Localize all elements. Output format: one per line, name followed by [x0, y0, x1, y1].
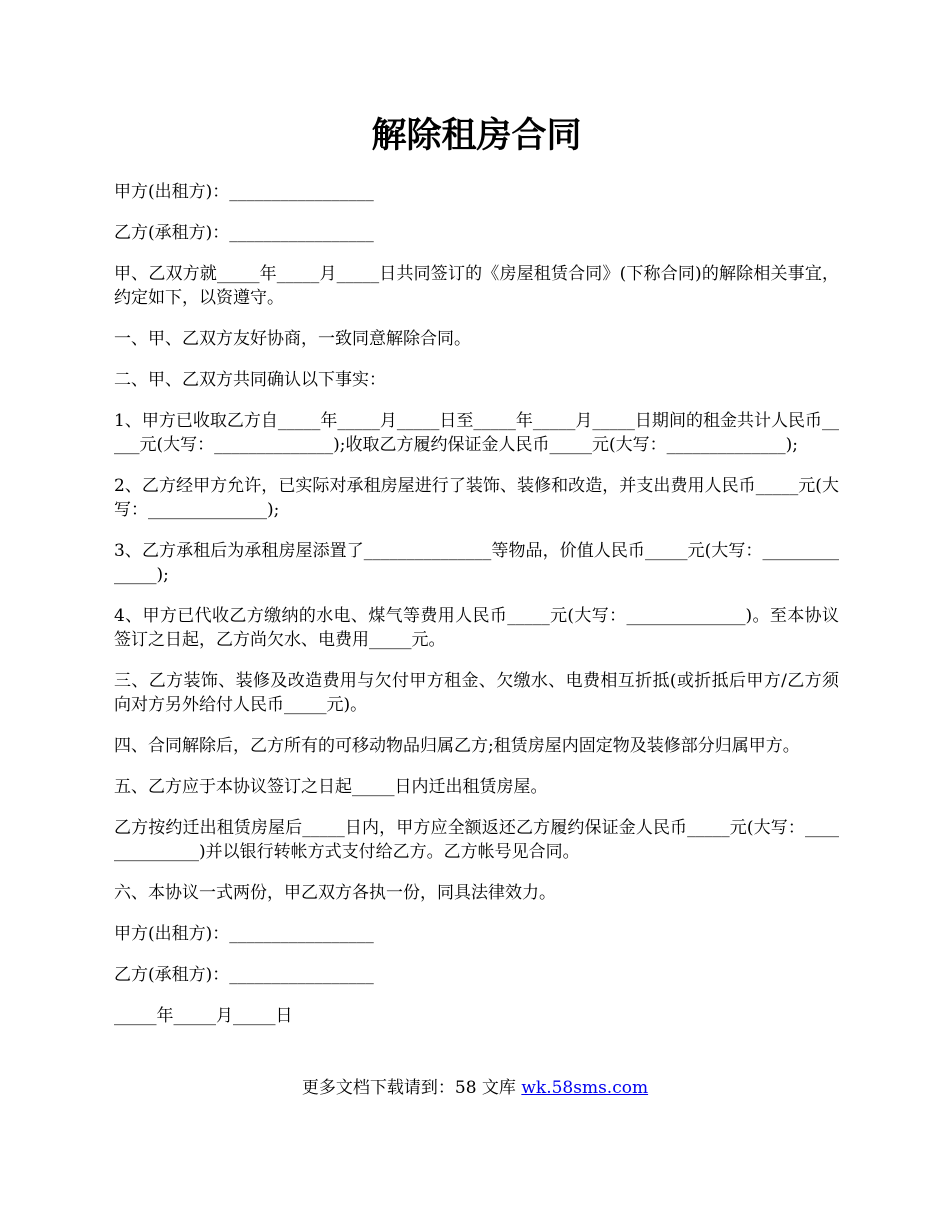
paragraph-clause-1: 一、甲、乙双方友好协商，一致同意解除合同。: [114, 329, 471, 349]
paragraph-intro: 甲、乙双方就_____年_____月_____日共同签订的《房屋租赁合同》(下称合同)的解除相关事宜，约定如下，以资遵守。: [114, 264, 839, 308]
signature-lessee: 乙方(承租方)：_________________: [114, 965, 374, 985]
signature-date: _____年_____月_____日: [114, 1006, 293, 1026]
paragraph-deposit-return: 乙方按约迁出租赁房屋后_____日内，甲方应全额返还乙方履约保证金人民币_____元(大写：______________)并以银行转帐方式支付给乙方。乙方帐号见合同。: [114, 818, 839, 862]
document-body: [114, 180, 839, 1045]
paragraph-fact-1: 1、甲方已收取乙方自_____年_____月_____日至_____年_____月_____日期间的租金共计人民币_____元(大写：______________);收取乙方履约保证金人民币_____元(大写：______________);: [114, 411, 839, 455]
footer-text: 更多文档下载请到：58 文库: [301, 1078, 522, 1098]
paragraph-clause-3: 三、乙方装饰、装修及改造费用与欠付甲方租金、欠缴水、电费相互折抵(或折抵后甲方/乙方须向对方另外给付人民币_____元)。: [114, 671, 839, 715]
paragraph-clause-2: 二、甲、乙双方共同确认以下事实：: [114, 370, 386, 390]
signature-lessor: 甲方(出租方)：_________________: [114, 924, 374, 944]
paragraph-fact-4: 4、甲方已代收乙方缴纳的水电、煤气等费用人民币_____元(大写：______________)。至本协议签订之日起，乙方尚欠水、电费用_____元。: [114, 606, 839, 650]
paragraph-clause-5: 五、乙方应于本协议签订之日起_____日内迁出租赁房屋。: [114, 777, 548, 797]
paragraph-clause-6: 六、本协议一式两份，甲乙双方各执一份，同具法律效力。: [114, 883, 556, 903]
paragraph-lessee: 乙方(承租方)：_________________: [114, 223, 374, 243]
paragraph-lessor: 甲方(出租方)：_________________: [114, 182, 374, 202]
paragraph-clause-4: 四、合同解除后，乙方所有的可移动物品归属乙方;租赁房屋内固定物及装修部分归属甲方。: [114, 736, 800, 756]
paragraph-fact-3: 3、乙方承租后为承租房屋添置了_______________等物品，价值人民币_____元(大写：______________);: [114, 541, 839, 585]
document-title: 解除租房合同: [371, 115, 582, 156]
footer-link[interactable]: wk.58sms.com: [521, 1078, 649, 1098]
page-footer: [0, 1076, 950, 1100]
paragraph-fact-2: 2、乙方经甲方允许，已实际对承租房屋进行了装饰、装修和改造，并支出费用人民币_____元(大写：______________);: [114, 476, 839, 520]
